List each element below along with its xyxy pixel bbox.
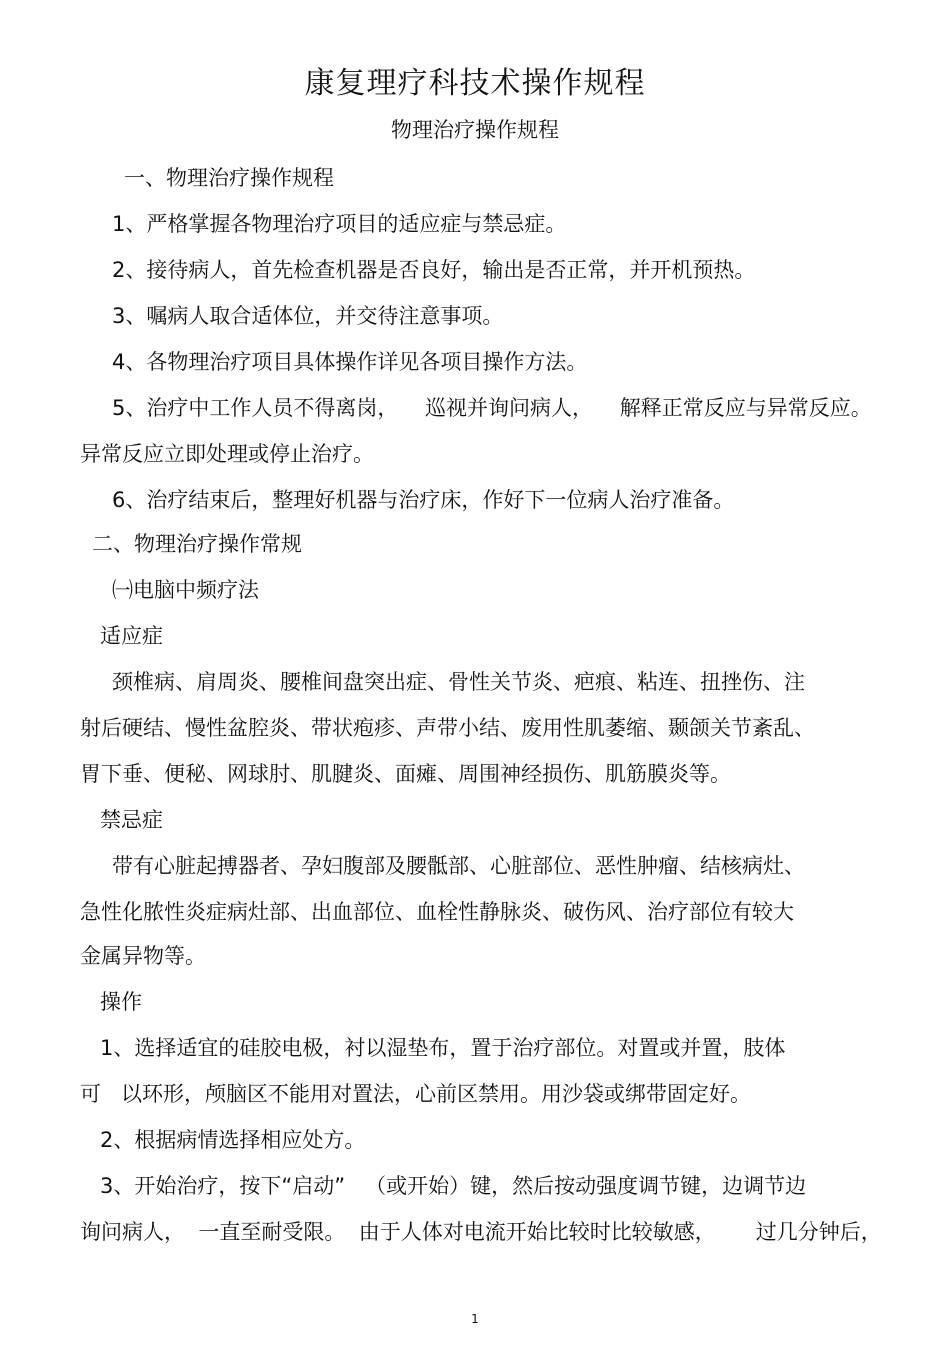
paragraph-line: 2、接待病人，首先检查机器是否良好，输出是否正常，并开机预热。 — [112, 258, 756, 282]
paragraph-line: 颈椎病、肩周炎、腰椎间盘突出症、骨性关节炎、疤痕、粘连、扭挫伤、注 — [112, 670, 805, 694]
subsection-heading: ㈠电脑中频疗法 — [112, 578, 259, 602]
paragraph-line: 急性化脓性炎症病灶部、出血部位、血栓性静脉炎、破伤风、治疗部位有较大 — [80, 900, 794, 924]
paragraph-line: 4、各物理治疗项目具体操作详见各项目操作方法。 — [112, 350, 588, 374]
label-indications: 适应症 — [100, 624, 163, 648]
paragraph-line: 1、严格掌握各物理治疗项目的适应症与禁忌症。 — [112, 212, 567, 236]
document-title: 康复理疗科技术操作规程 — [304, 66, 646, 101]
paragraph-line: 3、嘱病人取合适体位，并交待注意事项。 — [112, 304, 504, 328]
paragraph-line: 异常反应立即处理或停止治疗。 — [80, 442, 374, 466]
document-subtitle: 物理治疗操作规程 — [391, 118, 559, 142]
section-heading-1: 一、物理治疗操作规程 — [124, 166, 334, 190]
paragraph-line: 2、根据病情选择相应处方。 — [100, 1128, 366, 1152]
paragraph-line: 询问病人， 一直至耐受限。 由于人体对电流开始比较时比较敏感， 过几分钟后， — [80, 1220, 882, 1244]
page-number: 1 — [471, 1312, 479, 1326]
paragraph-line: 6、治疗结束后，整理好机器与治疗床，作好下一位病人治疗准备。 — [112, 488, 735, 512]
label-contraindications: 禁忌症 — [100, 808, 163, 832]
paragraph-line: 胃下垂、便秘、网球肘、肌腱炎、面瘫、周围神经损伤、肌筋膜炎等。 — [80, 762, 731, 786]
paragraph-line: 带有心脏起搏器者、孕妇腹部及腰骶部、心脏部位、恶性肿瘤、结核病灶、 — [112, 854, 805, 878]
paragraph-line: 5、治疗中工作人员不得离岗， 巡视并询问病人， 解释正常反应与异常反应。 — [112, 396, 872, 420]
paragraph-line: 可 以环形，颅脑区不能用对置法，心前区禁用。用沙袋或绑带固定好。 — [80, 1082, 752, 1106]
paragraph-line: 射后硬结、慢性盆腔炎、带状疱疹、声带小结、废用性肌萎缩、颞颌关节紊乱、 — [80, 716, 815, 740]
paragraph-line: 3、开始治疗，按下“启动” （或开始）键，然后按动强度调节键，边调节边 — [100, 1174, 807, 1198]
section-heading-2: 二、物理治疗操作常规 — [92, 532, 302, 556]
label-operation: 操作 — [100, 990, 142, 1014]
paragraph-line: 金属异物等。 — [80, 944, 206, 968]
paragraph-line: 1、选择适宜的硅胶电极，衬以湿垫布，置于治疗部位。对置或并置，肢体 — [100, 1036, 786, 1060]
